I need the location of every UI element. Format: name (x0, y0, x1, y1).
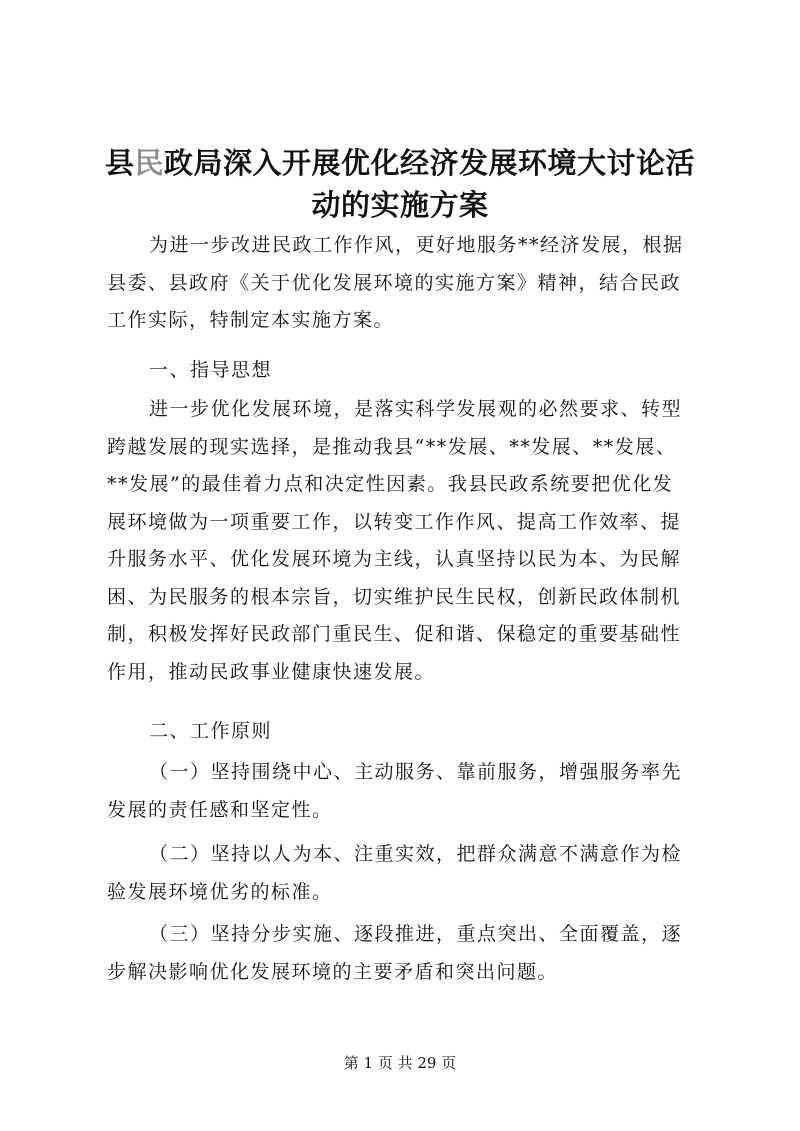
title-rest: 政局深入开展优化经济发展环境大讨论活 (164, 146, 696, 180)
document-title-line-2: 动的实施方案 (311, 188, 489, 222)
intro-paragraph (107, 227, 707, 340)
principle-line: 发展的责任感和坚定性。 (107, 798, 333, 821)
document-title-line-1 (100, 143, 700, 183)
section-1-body (107, 391, 707, 691)
principle-1 (107, 754, 707, 829)
body-line: 跨越发展的现实选择，是推动我县“**发展、**发展、**发展、 (107, 435, 677, 458)
section-2-heading: 二、工作原则 (149, 720, 273, 742)
body-line: 制，积极发挥好民政部门重民生、促和谐、保稳定的重要基础性 (107, 623, 682, 645)
page-footer: 第 1 页 共 29 页 (343, 1054, 457, 1072)
section-1-heading: 一、指导思想 (149, 359, 273, 381)
principle-3 (107, 916, 707, 991)
body-line: 进一步优化发展环境，是落实科学发展观的必然要求、转型 (149, 398, 683, 420)
intro-line: 工作实际，特制定本实施方案。 (107, 309, 395, 331)
title-char-xian: 县 (104, 146, 135, 180)
title-char-min: 民 (134, 146, 164, 180)
principle-line: 步解决影响优化发展环境的主要矛盾和突出问题。 (107, 960, 559, 983)
principle-line: 验发展环境优劣的标准。 (107, 880, 333, 903)
intro-line: 县委、县政府《关于优化发展环境的实施方案》精神，结合民政 (107, 271, 682, 294)
body-line: 作用，推动民政事业健康快速发展。 (107, 660, 436, 683)
body-line: **发展”的最佳着力点和决定性因素。我县民政系统要把优化发 (107, 473, 674, 495)
principle-line: （三）坚持分步实施、逐段推进，重点突出、全面覆盖，逐 (149, 923, 683, 945)
principle-line: （二）坚持以人为本、注重实效，把群众满意不满意作为检 (149, 843, 683, 865)
body-line: 展环境做为一项重要工作，以转变工作作风、提高工作效率、提 (107, 510, 682, 533)
body-line: 困、为民服务的根本宗旨，切实维护民生民权，创新民政体制机 (107, 585, 682, 608)
principle-line: （一）坚持围绕中心、主动服务、靠前服务，增强服务率先 (149, 761, 683, 783)
principle-2 (107, 836, 707, 911)
intro-line: 为进一步改进民政工作作风，更好地服务**经济发展，根据 (149, 234, 684, 256)
body-line: 升服务水平、优化发展环境为主线，认真坚持以民为本、为民解 (107, 548, 682, 570)
